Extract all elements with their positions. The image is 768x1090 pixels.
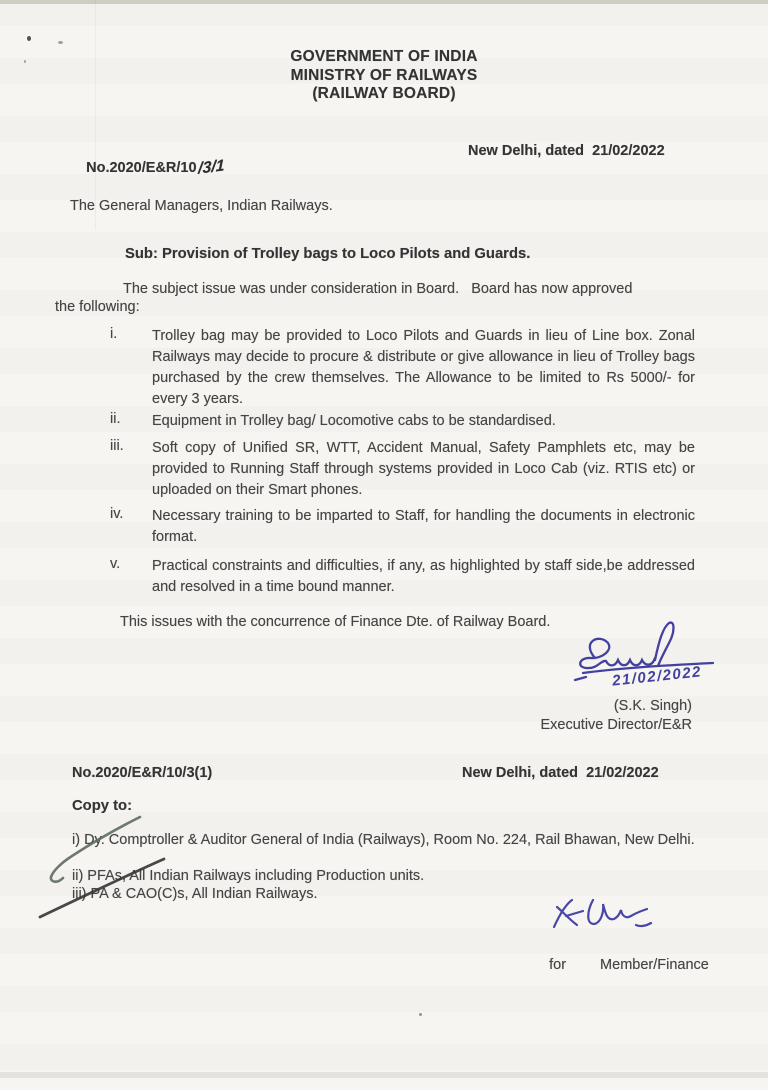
signatory-designation: Executive Director/E&R: [540, 716, 692, 733]
signature-member-finance: [548, 895, 663, 937]
footer-reference-number: No.2020/E&R/10/3(1): [72, 765, 213, 781]
list-item-ii: [110, 411, 695, 432]
place-date: New Delhi, dated 21/02/2022: [468, 143, 665, 159]
item-text: Practical constraints and difficulties, if any, as highlighted by staff side,be addressed and resolved in a time bound manner.: [152, 558, 695, 595]
item-number: i.: [110, 326, 118, 342]
copy-to-item-2: ii) PFAs, All Indian Railways including Production units.: [72, 868, 425, 884]
item-text: Equipment in Trolley bag/ Locomotive cabs to be standardised.: [152, 413, 556, 429]
list-item-v: [110, 556, 695, 598]
for-label: for: [549, 957, 567, 973]
copy-to-label: Copy to:: [72, 798, 132, 814]
scan-edge-strip: [0, 0, 768, 4]
item-text: Trolley bag may be provided to Loco Pilots and Guards in lieu of Line box. Zonal Railways may decide to procure & distribute or give allowance in lieu of Trolley bags purchased by the crew themselves. The Allowance to be limited to Rs 5000/- for every 3 years.: [152, 328, 695, 407]
list-item-iii: [110, 438, 695, 501]
letterhead: [0, 48, 768, 104]
letterhead-line-board: (RAILWAY BOARD): [312, 85, 456, 102]
copy-to-item-1: i) Dy. Comptroller & Auditor General of India (Railways), Room No. 224, Rail Bhawan, New Delhi.: [72, 832, 695, 848]
letterhead-line-ministry: MINISTRY OF RAILWAYS: [290, 66, 478, 84]
item-text: Soft copy of Unified SR, WTT, Accident Manual, Safety Pamphlets etc, may be provided to Running Staff through systems provided in Loco Cab (viz. RTIS etc) or uploaded on their Smart phones.: [152, 440, 695, 498]
addressee: The General Managers, Indian Railways.: [70, 198, 333, 214]
signatory-name: (S.K. Singh): [613, 698, 692, 714]
signatory-block: [541, 697, 693, 734]
list-item-iv: [110, 506, 695, 548]
item-number: iii.: [110, 438, 124, 454]
for-member-finance: [533, 934, 709, 997]
reference-number-printed: No.2020/E&R/10: [86, 160, 197, 176]
item-text: Necessary training to be imparted to Staff, for handling the documents in electronic format.: [152, 508, 695, 545]
intro-line-2: the following:: [55, 299, 140, 315]
copy-to-item-3: iii) PA & CAO(C)s, All Indian Railways.: [72, 886, 318, 902]
ink-speck: [58, 41, 63, 44]
footer-place-date: New Delhi, dated 21/02/2022: [462, 765, 659, 781]
item-number: v.: [110, 556, 121, 572]
signature-handwritten-date: 21/02/2022: [611, 663, 703, 690]
ink-speck: [27, 36, 31, 41]
item-number: iv.: [110, 506, 124, 522]
item-number: ii.: [110, 411, 121, 427]
list-item-i: [110, 326, 695, 410]
member-finance-designation: Member/Finance: [600, 957, 709, 973]
ink-speck: [419, 1013, 422, 1016]
reference-number: [70, 143, 224, 193]
reference-number-handwritten: /3/1: [197, 157, 225, 178]
letterhead-line-govt: GOVERNMENT OF INDIA: [290, 48, 478, 65]
concurrence-line: This issues with the concurrence of Finance Dte. of Railway Board.: [120, 614, 551, 630]
intro-line-1: The subject issue was under consideration in Board. Board has now approved: [123, 281, 633, 297]
subject-line: Sub: Provision of Trolley bags to Loco Pilots and Guards.: [125, 246, 531, 262]
scan-bottom-band: [0, 1072, 768, 1078]
